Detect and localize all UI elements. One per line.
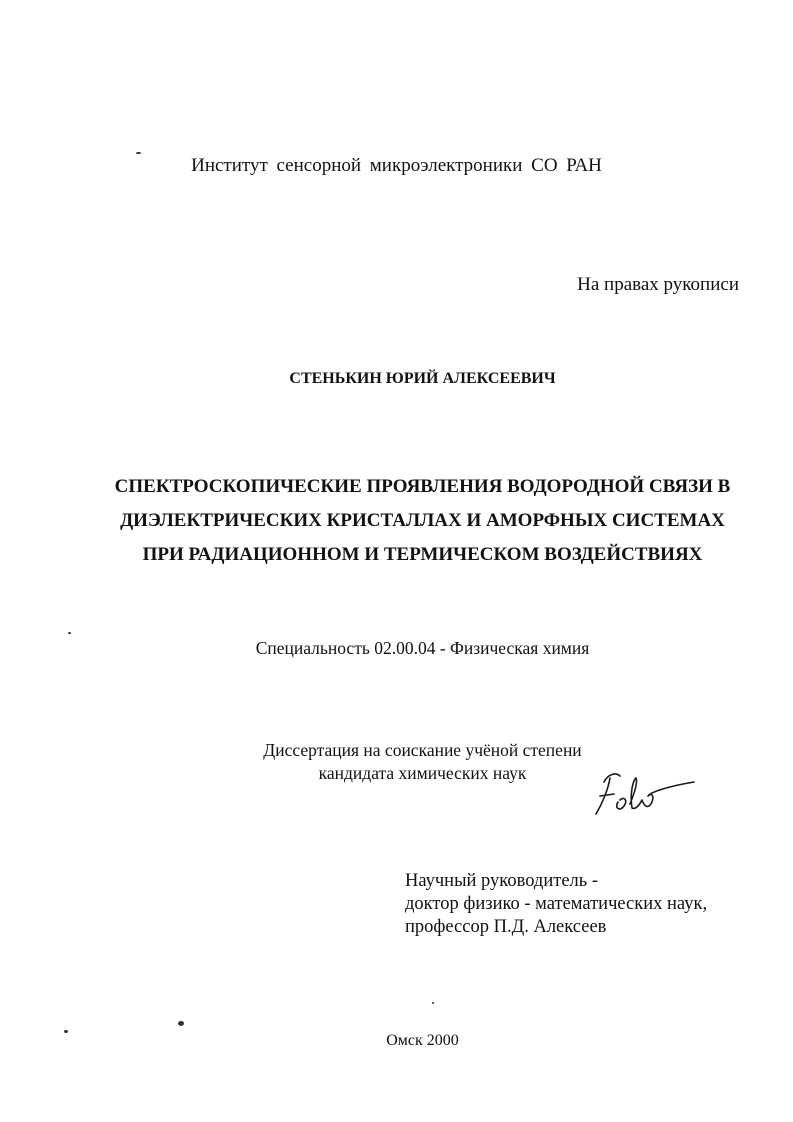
scan-speck (432, 1002, 434, 1004)
rights-note: На правах рукописи (577, 274, 739, 295)
scan-speck (136, 152, 141, 154)
supervisor-line: Научный руководитель - (405, 871, 598, 891)
scan-speck (68, 632, 71, 634)
specialty: Специальность 02.00.04 - Физическая химия (255, 638, 590, 658)
handwritten-signature (590, 768, 700, 820)
author-name: СТЕНЬКИН ЮРИЙ АЛЕКСЕЕВИЧ (289, 370, 556, 387)
supervisor-line: доктор физико - математических наук, (405, 894, 708, 914)
title-line: ДИЭЛЕКТРИЧЕСКИХ КРИСТАЛЛАХ И АМОРФНЫХ СИСТЕМАХ (120, 510, 725, 531)
scan-speck (64, 1030, 68, 1033)
title-line: ПРИ РАДИАЦИОННОМ И ТЕРМИЧЕСКОМ ВОЗДЕЙСТВИЯХ (142, 544, 703, 565)
institute-name: Институт сенсорной микроэлектроники СО РАН (191, 155, 602, 176)
supervisor-block (405, 870, 707, 939)
dissertation-title (0, 470, 793, 572)
supervisor-line: профессор П.Д. Алексеев (405, 917, 607, 937)
degree-line: кандидата химических наук (318, 763, 527, 783)
scan-speck (178, 1021, 184, 1026)
title-line: СПЕКТРОСКОПИЧЕСКИЕ ПРОЯВЛЕНИЯ ВОДОРОДНОЙ СВЯЗИ В (114, 476, 731, 497)
degree-line: Диссертация на соискание учёной степени (263, 740, 582, 760)
city-year: Омск 2000 (386, 1032, 459, 1049)
